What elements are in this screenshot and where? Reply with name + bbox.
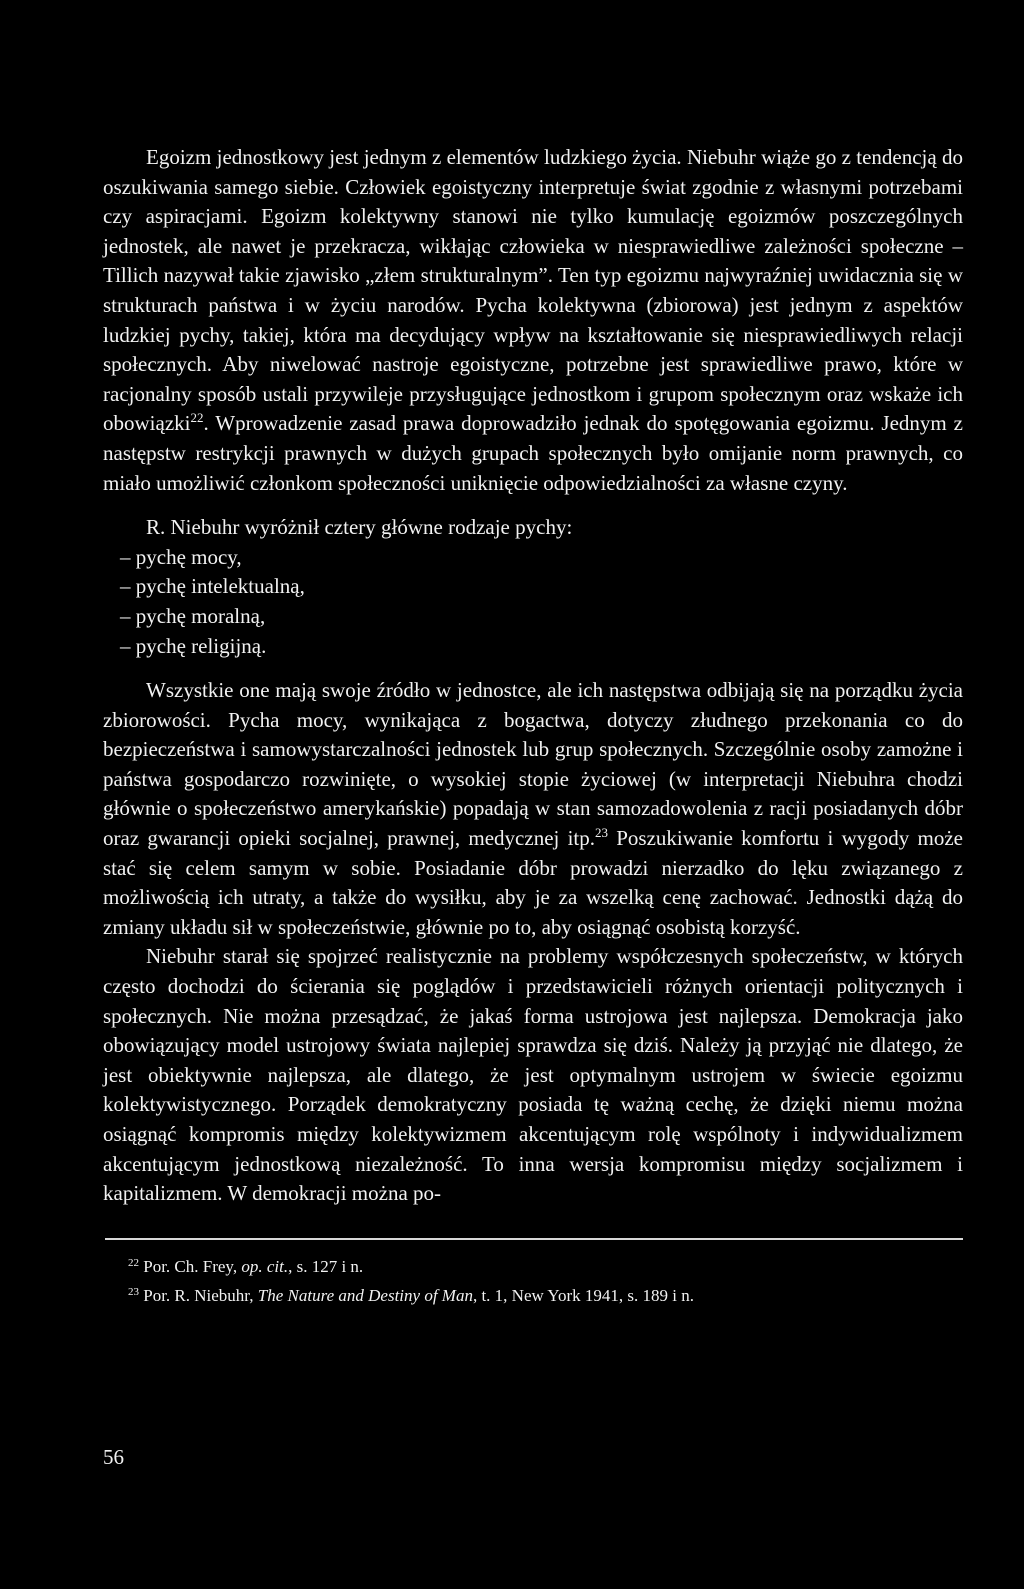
footnotes bbox=[103, 1252, 963, 1310]
paragraph-pride-of-power bbox=[103, 676, 963, 942]
footnote-title: op. cit. bbox=[241, 1256, 289, 1276]
list-item: – pychę intelektualną, bbox=[120, 574, 305, 599]
footnote-number: 22 bbox=[128, 1256, 139, 1269]
page-number: 56 bbox=[103, 1445, 124, 1469]
footnote-divider bbox=[105, 1238, 963, 1240]
paragraph-text: Egoizm jednostkowy jest jednym z elementów ludzkiego życia. Niebuhr wiąże go z tendencją do oszukiwania samego siebie. Człowiek egoistyczny interpretuje świat zgodnie z własnymi potrzebami czy aspiracjami. Egoizm kolektywny stanowi nie tylko kumulację egoizmów poszczególnych jednostek, ale nawet je przekracza, wikłając człowieka w niesprawiedliwe zależności społeczne – Tillich nazywał takie zjawisko „złem strukturalnym”. Ten typ egoizmu najwyraźniej uwidacznia się w strukturach państwa i w życiu narodów. Pycha kolektywna (zbiorowa) jest jednym z aspektów ludzkiej pychy, takiej, która ma decydujący wpływ na kształtowanie się niesprawiedliwych relacji społecznych. Aby niwelować nastroje egoistyczne, potrzebne jest sprawiedliwe prawo, które w racjonalny sposób ustali przywileje przysługujące jednostkom i grupom społecznym oraz wskaże ich obowiązki bbox=[103, 145, 963, 436]
footnote-text: , s. 127 i n. bbox=[288, 1256, 364, 1276]
footnote-number: 23 bbox=[128, 1285, 139, 1298]
footnote-reference: 23 bbox=[595, 825, 609, 841]
footnote bbox=[128, 1252, 963, 1281]
paragraph-text: . Wprowadzenie zasad prawa doprowadziło jednak do spotęgowania egoizmu. Jednym z następstw restrykcji prawnych w dużych grupach społecznych było omijanie norm prawnych, co miało umożliwić członkom społeczności uniknięcie odpowiedzialności za własne czyny. bbox=[103, 411, 963, 495]
pride-types-list bbox=[103, 543, 963, 661]
footnote-text: , t. 1, New York 1941, s. 189 i n. bbox=[472, 1285, 694, 1305]
footnote-reference: 22 bbox=[190, 410, 204, 426]
footnote-title: The Nature and Destiny of Man bbox=[257, 1285, 473, 1305]
paragraph-collective-egoism bbox=[103, 143, 963, 498]
footnote-text: Por. Ch. Frey, bbox=[139, 1256, 242, 1276]
list-item: – pychę religijną. bbox=[120, 633, 267, 658]
page-text-block bbox=[103, 143, 963, 1310]
paragraph-pride-types-intro bbox=[103, 513, 963, 543]
paragraph-text: R. Niebuhr wyróżnił cztery główne rodzaje pychy: bbox=[146, 515, 573, 540]
paragraph-text: Niebuhr starał się spojrzeć realistycznie na problemy współczesnych społeczeństw, w których często dochodzi do ścierania się poglądów i przedstawicieli różnych orientacji politycznych i społecznych. Nie można przesądzać, że jakaś forma ustrojowa jest najlepsza. Demokracja jako obowiązujący model ustrojowy świata najlepiej sprawdza się dziś. Należy ją przyjąć nie dlatego, że jest obiektywnie najlepsza, ale dlatego, że jest optymalnym ustrojem w świecie egoizmu kolektywistycznego. Porządek demokratyczny posiada tę ważną cechę, że dzięki niemu można osiągnąć kompromis między kolektywizmem akcentującym rolę wspólnoty i indywidualizmem akcentującym jednostkową niezależność. To inna wersja kompromisu między socjalizmem i kapitalizmem. W demokracji można po- bbox=[103, 944, 963, 1206]
footnote-text: Por. R. Niebuhr, bbox=[139, 1285, 258, 1305]
footnote bbox=[128, 1281, 963, 1310]
paragraph-democracy bbox=[103, 942, 963, 1208]
list-item: – pychę moralną, bbox=[120, 603, 266, 628]
paragraph-text: Wszystkie one mają swoje źródło w jednostce, ale ich następstwa odbijają się na porządku życia zbiorowości. Pycha mocy, wynikająca z bogactwa, dotyczy złudnego przekonania co do bezpieczeństwa i samowystarczalności jednostek lub grup społecznych. Szczególnie osoby zamożne i państwa gospodarczo rozwinięte, o wysokiej stopie życiowej (w interpretacji Niebuhra chodzi głównie o społeczeństwo amerykańskie) popadają w stan samozadowolenia z racji posiadanych dóbr oraz gwarancji opieki socjalnej, prawnej, medycznej itp. bbox=[103, 678, 963, 851]
list-item: – pychę mocy, bbox=[120, 544, 242, 569]
paragraph-text: Poszukiwanie komfortu i wygody może stać się celem samym w sobie. Posiadanie dóbr prowadzi nierzadko do lęku związanego z możliwością ich utraty, a także do wysiłku, aby je za wszelką cenę zachować. Jednostki dążą do zmiany układu sił w społeczeństwie, głównie po to, aby osiągnąć osobistą korzyść. bbox=[103, 826, 964, 939]
